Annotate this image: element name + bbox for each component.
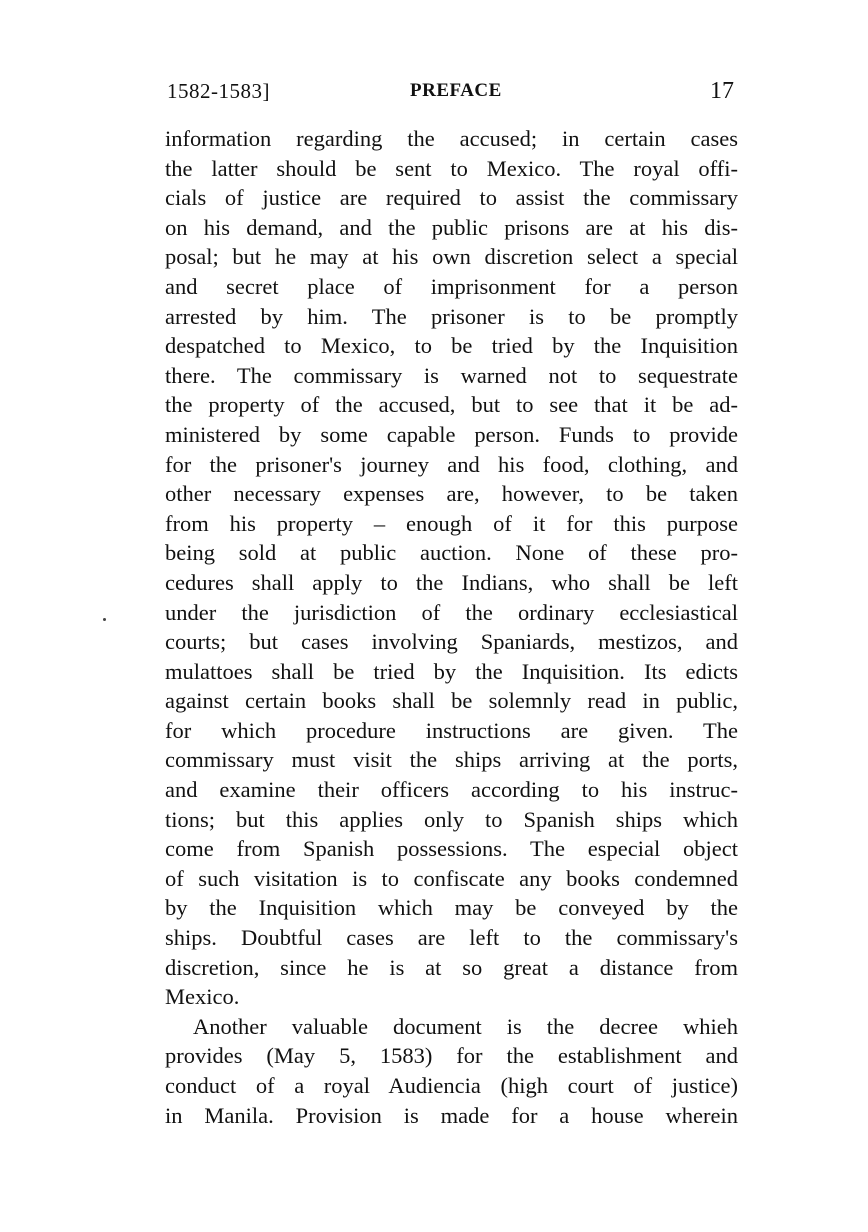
page-number: 17 [710,78,734,104]
text-line: cials of justice are required to assist the commissary [165,185,738,211]
stray-ink-mark [103,618,106,621]
paragraph-2 [165,1012,738,1130]
text-line: there. The commissary is warned not to sequestrate [165,362,738,388]
text-line: on his demand, and the public prisons are at his dis- [165,214,738,240]
text-line: provides (May 5, 1583) for the establishment and [165,1043,738,1069]
text-line: for the prisoner's journey and his food, clothing, and [165,451,738,477]
text-line: Another valuable document is the decree whieh [193,1013,738,1039]
text-line: for which procedure instructions are given. The [165,717,738,743]
text-line: conduct of a royal Audiencia (high court of justice) [165,1073,738,1098]
text-line: ships. Doubtful cases are left to the commissary's [165,925,738,951]
text-line: against certain books shall be solemnly read in public, [165,688,738,714]
text-line: commissary must visit the ships arriving at the ports, [165,747,738,773]
text-line: information regarding the accused; in certain cases [165,126,738,151]
text-line: other necessary expenses are, however, to be taken [165,481,738,507]
text-line: of such visitation is to confiscate any books condemned [165,865,738,891]
text-line: in Manila. Provision is made for a house wherein [165,1102,738,1128]
text-line: and secret place of imprisonment for a person [165,273,738,299]
text-line: mulattoes shall be tried by the Inquisition. Its edicts [165,658,738,684]
text-line: the property of the accused, but to see that it be ad- [165,392,738,418]
text-line: under the jurisdiction of the ordinary ecclesiastical [165,599,738,625]
text-line: from his property – enough of it for this purpose [165,510,738,536]
text-line: and examine their officers according to his instruc- [165,777,738,803]
text-line: ministered by some capable person. Funds to provide [165,421,738,447]
text-line: courts; but cases involving Spaniards, mestizos, and [165,629,738,655]
text-line: cedures shall apply to the Indians, who shall be left [165,569,738,595]
text-line: posal; but he may at his own discretion select a special [165,244,738,270]
text-line: by the Inquisition which may be conveyed by the [165,895,738,921]
text-line: come from Spanish possessions. The especial object [165,836,738,862]
text-line: tions; but this applies only to Spanish ships which [165,806,738,832]
date-range-header: 1582-1583] [167,79,270,103]
section-title-header: PREFACE [410,80,502,101]
body-text [165,124,738,1130]
running-head [165,76,738,106]
text-line: arrested by him. The prisoner is to be promptly [165,303,738,329]
text-line: despatched to Mexico, to be tried by the Inquisition [165,333,738,359]
text-line: discretion, since he is at so great a distance from [165,954,738,980]
text-line: being sold at public auction. None of these pro- [165,540,738,566]
paragraph-1 [165,124,738,1012]
text-line: the latter should be sent to Mexico. The royal offi- [165,155,738,181]
text-line: Mexico. [165,984,240,1010]
